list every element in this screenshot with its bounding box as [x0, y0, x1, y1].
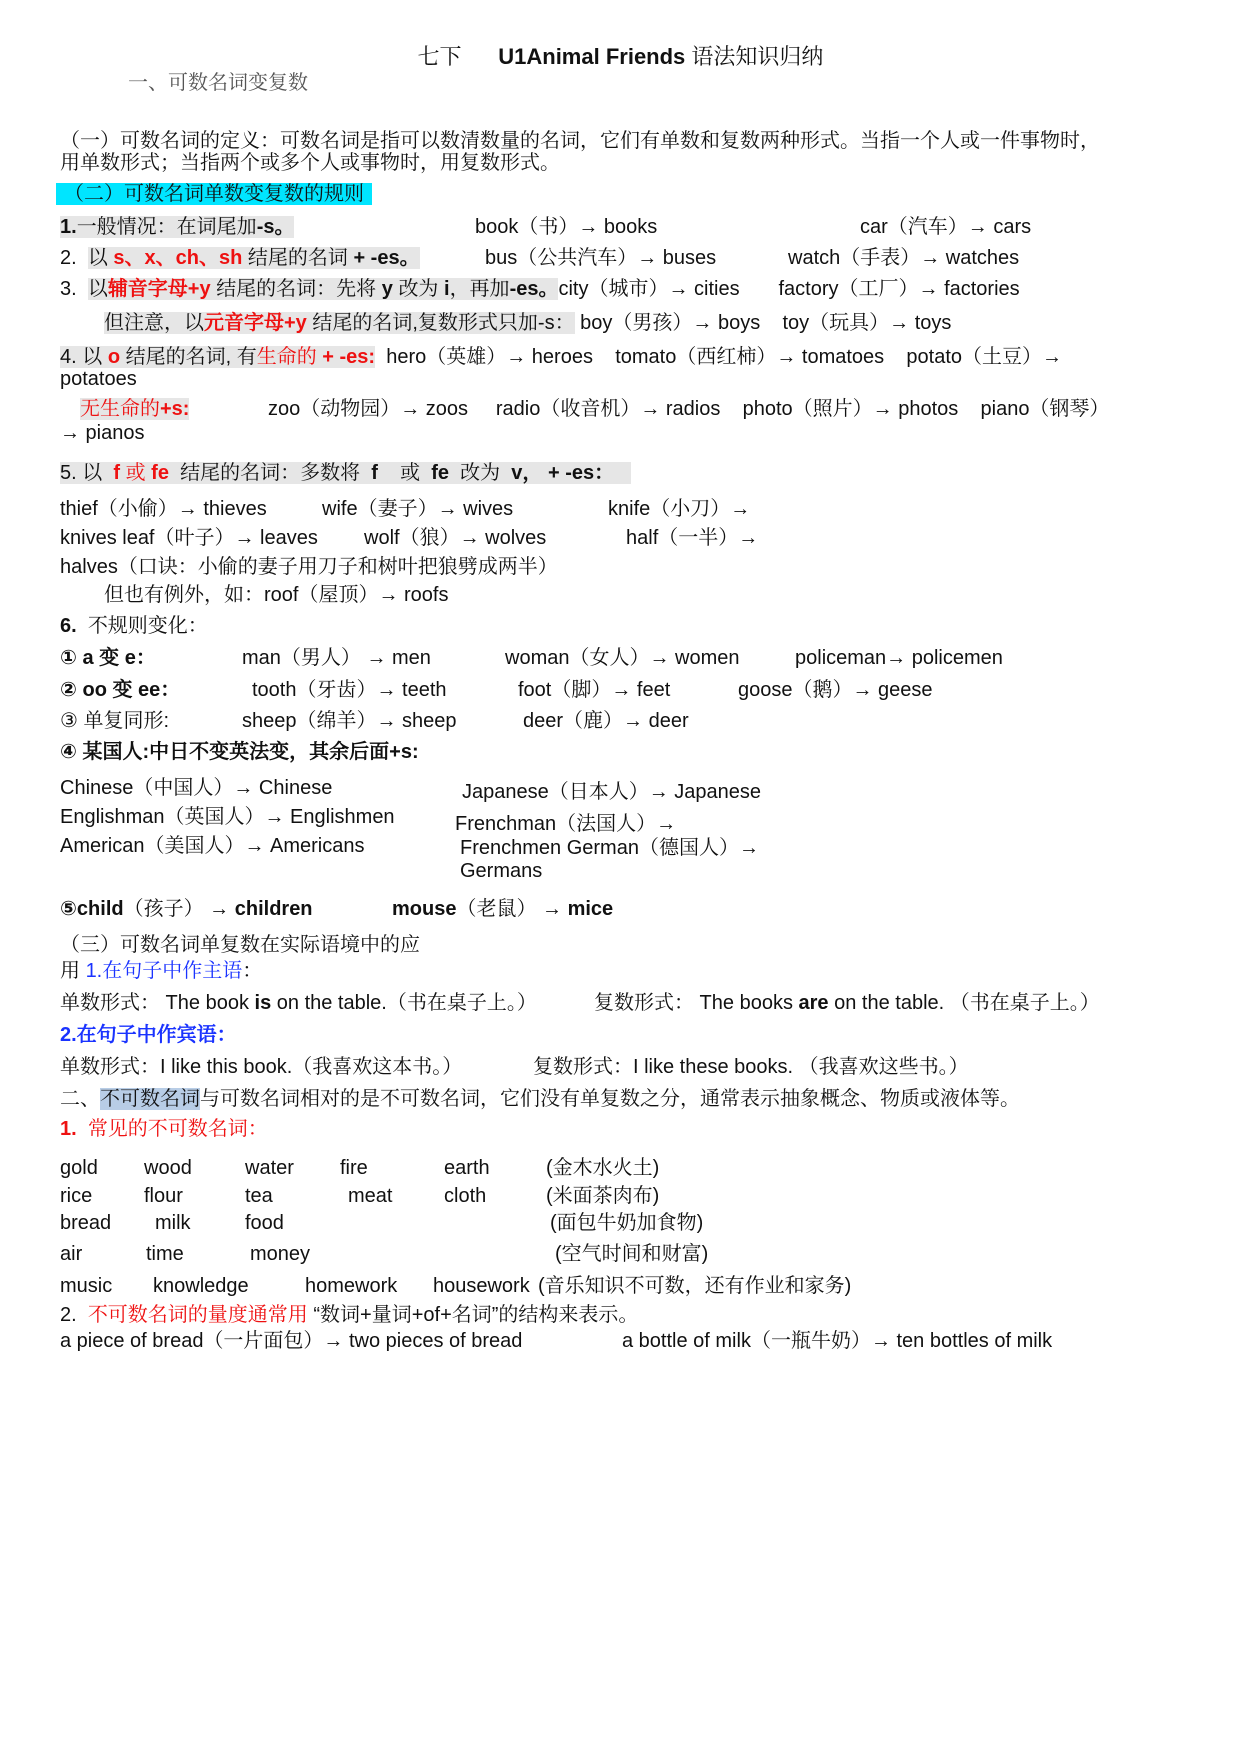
section-3-heading: （三）可数名词单复数在实际语境中的应 — [60, 934, 420, 956]
word-group-4-mnemonic: (空气时间和财富) — [555, 1243, 709, 1265]
irregular-child-mouse: ⑤child（孩子） → children — [60, 898, 313, 920]
word-money: money — [250, 1243, 311, 1265]
rule-6: 6. 不规则变化： — [60, 615, 208, 637]
word-cloth: cloth — [444, 1185, 487, 1207]
page-title: 七下 U1Animal Friends 语法知识归纳 — [417, 44, 824, 69]
word-group-5-mnemonic: (音乐知识不可数，还有作业和家务) — [538, 1275, 852, 1297]
clipped-heading: 一、可数名词变复数 — [128, 72, 308, 94]
irregular-mouse: mouse（老鼠） → mice — [392, 898, 614, 920]
word-group-1-mnemonic: (金木水火土) — [546, 1157, 660, 1179]
word-time: time — [146, 1243, 184, 1265]
irregular-tooth: tooth（牙齿）→ teeth — [252, 679, 447, 701]
word-knowledge: knowledge — [153, 1275, 249, 1297]
rule-2-example-bus: bus（公共汽车）→ buses — [485, 247, 717, 269]
irregular-foot: foot（脚）→ feet — [518, 679, 671, 701]
word-tea: tea — [245, 1185, 273, 1207]
rule-3-note: 但注意，以元音字母+y 结尾的名词,复数形式只加-s： boy（男孩）→ boys toy（玩具）→ toys — [104, 312, 952, 334]
word-air: air — [60, 1243, 83, 1265]
definition-line-1: （一）可数名词的定义：可数名词是指可以数清数量的名词，它们有单数和复数两种形式。当指一个人或一件事物时， — [60, 130, 1100, 152]
subject-singular: 单数形式： The book is on the table.（书在桌子上。） — [60, 992, 537, 1014]
rule-5-example-wolf: wolf（狼）→ wolves — [364, 527, 547, 549]
irregular-same-form: ③ 单复同形: — [60, 710, 170, 732]
definition-line-2: 用单数形式；当指两个或多个人或事物时，用复数形式。 — [60, 152, 560, 174]
nationality-englishman: Englishman（英国人）→ Englishmen — [60, 806, 395, 828]
nationality-american: American（美国人）→ Americans — [60, 835, 365, 857]
rule-5: 5. 以 f 或 fe 结尾的名词：多数将 f 或 fe 改为 v， + -es： — [60, 460, 631, 486]
word-meat: meat — [348, 1185, 393, 1207]
word-water: water — [245, 1157, 294, 1179]
word-bread: bread — [60, 1212, 112, 1234]
word-flour: flour — [144, 1185, 183, 1207]
word-milk: milk — [155, 1212, 191, 1234]
rule-4-inanimate: 无生命的+s: — [80, 398, 190, 420]
section-3-object: 2.在句子中作宾语： — [60, 1024, 237, 1046]
rule-1: 1.一般情况：在词尾加-s。 — [60, 216, 295, 238]
word-group-2-mnemonic: (米面茶肉布) — [546, 1185, 660, 1207]
word-group-3-mnemonic: (面包牛奶加食物) — [550, 1212, 704, 1234]
irregular-nationality: ④ 某国人:中日不变英法变，其余后面+s: — [60, 741, 419, 763]
word-earth: earth — [444, 1157, 490, 1179]
irregular-deer: deer（鹿）→ deer — [523, 710, 689, 732]
irregular-a-e: ① a 变 e： — [60, 647, 156, 669]
rule-5-examples-2: knives leaf（叶子）→ leaves — [60, 527, 318, 549]
rule-5-mnemonic: halves（口诀：小偷的妻子用刀子和树叶把狼劈成两半） — [60, 556, 558, 578]
rules-heading: （二）可数名词单数变复数的规则 — [56, 181, 372, 207]
rule-5-example-wife: wife（妻子）→ wives — [322, 498, 514, 520]
word-rice: rice — [60, 1185, 93, 1207]
nationality-frenchman: Frenchman（法国人）→ — [455, 813, 677, 835]
irregular-woman: woman（女人）→ women — [505, 647, 740, 669]
rule-1-example-car: car（汽车）→ cars — [860, 216, 1032, 238]
object-plural: 复数形式：I like these books. （我喜欢这些书。） — [533, 1056, 969, 1078]
subject-plural: 复数形式： The books are on the table. （书在桌子上。） — [594, 992, 1100, 1014]
irregular-man: man（男人） → men — [242, 647, 431, 669]
nationality-japanese: Japanese（日本人）→ Japanese — [462, 781, 762, 803]
rule-5-exception: 但也有例外，如：roof（屋顶）→ roofs — [104, 584, 449, 606]
word-gold: gold — [60, 1157, 98, 1179]
rule-1-example-book: book（书）→ books — [475, 216, 658, 238]
measure-bread: a piece of bread（一片面包）→ two pieces of bread — [60, 1330, 523, 1352]
irregular-goose: goose（鹅）→ geese — [738, 679, 933, 701]
rule-5-example-half: half（一半）→ — [626, 527, 759, 549]
nationality-germans: Germans — [460, 860, 543, 882]
nationality-chinese: Chinese（中国人）→ Chinese — [60, 777, 333, 799]
rule-3: 3. 以辅音字母+y 结尾的名词：先将 y 改为 i，再加-es。city（城市）→ cities factory（工厂）→ factories — [60, 278, 1020, 300]
word-wood: wood — [144, 1157, 192, 1179]
rule-4-wrap: potatoes — [60, 368, 137, 390]
word-fire: fire — [340, 1157, 368, 1179]
rule-4-inanimate-wrap: → pianos — [60, 422, 145, 444]
nationality-german: Frenchmen German（德国人）→ — [460, 837, 759, 859]
uncountable-intro: 二、不可数名词与可数名词相对的是不可数名词，它们没有单复数之分，通常表示抽象概念、物质或液体等。 — [60, 1088, 1020, 1110]
rule-5-example-knife: knife（小刀）→ — [608, 498, 751, 520]
rule-2: 2. 以 s、x、ch、sh 结尾的名词 + -es。 — [60, 247, 420, 269]
uncountable-heading: 1. 常见的不可数名词： — [60, 1118, 268, 1140]
word-music: music — [60, 1275, 113, 1297]
measure-milk: a bottle of milk（一瓶牛奶）→ ten bottles of milk — [622, 1330, 1053, 1352]
word-homework: homework — [305, 1275, 398, 1297]
rule-5-examples-1: thief（小偷）→ thieves — [60, 498, 267, 520]
irregular-sheep: sheep（绵羊）→ sheep — [242, 710, 457, 732]
irregular-oo-ee: ② oo 变 ee： — [60, 679, 181, 701]
rule-2-example-watch: watch（手表）→ watches — [788, 247, 1020, 269]
section-3-subject: 用 1.在句子中作主语： — [60, 960, 263, 982]
word-housework: housework — [433, 1275, 530, 1297]
rule-4: 4. 以 o 结尾的名词, 有生命的 + -es: hero（英雄）→ heroes tomato（西红柿）→ tomatoes potato（土豆）→ — [60, 346, 1063, 368]
uncountable-measure: 2. 不可数名词的量度通常用 “数词+量词+of+名词”的结构来表示。 — [60, 1304, 639, 1326]
word-food: food — [245, 1212, 284, 1234]
rule-4-inanimate-examples: zoo（动物园）→ zoos radio（收音机）→ radios photo（照片）→ photos piano（钢琴） — [268, 398, 1110, 420]
irregular-policeman: policeman→ policemen — [795, 647, 1003, 669]
object-singular: 单数形式：I like this book.（我喜欢这本书。） — [60, 1056, 463, 1078]
